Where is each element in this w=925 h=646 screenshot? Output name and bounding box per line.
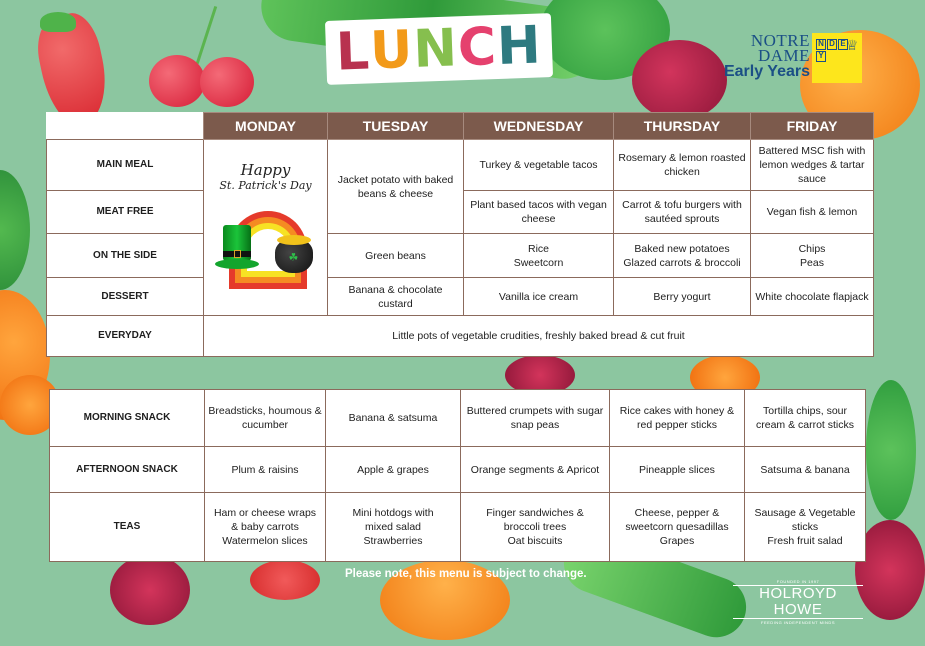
title-letter: N: [412, 18, 459, 80]
st-patricks-day-graphic: [211, 160, 321, 293]
table-row: [50, 447, 866, 493]
menu-cell: Plant based tacos with vegan cheese: [464, 191, 614, 234]
row-label: MORNING SNACK: [50, 390, 205, 447]
day-header-tuesday: TUESDAY: [328, 113, 464, 140]
menu-cell: Breadsticks, houmous & cucumber: [205, 390, 326, 447]
lettuce-illustration: [0, 170, 30, 290]
menu-cell: Rosemary & lemon roasted chicken: [614, 140, 751, 191]
menu-cell: Jacket potato with baked beans & cheese: [328, 140, 464, 234]
block-letter: E: [838, 39, 848, 50]
notre-dame-logo: [722, 33, 862, 88]
menu-cell: Satsuma & banana: [745, 447, 866, 493]
title-letter: L: [335, 21, 372, 83]
table-row: [50, 390, 866, 447]
menu-cell: Rice Sweetcorn: [464, 234, 614, 278]
shamrock-icon: ☘: [288, 251, 299, 264]
cherry-illustration: [149, 55, 205, 107]
corner-cell: [47, 113, 204, 140]
menu-cell: Mini hotdogs with mixed salad Strawberries: [326, 493, 461, 562]
menu-cell: Cheese, pepper & sweetcorn quesadillas Grapes: [610, 493, 745, 562]
table-row: [47, 278, 874, 316]
beetroot-illustration: [110, 555, 190, 625]
menu-cell: Sausage & Vegetable sticks Fresh fruit salad: [745, 493, 866, 562]
cherry-illustration: [200, 57, 254, 107]
logo-badge: [812, 33, 862, 83]
table-row: [47, 316, 874, 357]
brand-tagline: FEEDING INDEPENDENT MINDS: [761, 620, 835, 625]
leprechaun-hat-icon: [215, 225, 259, 275]
menu-cell: Green beans: [328, 234, 464, 278]
menu-cell: Berry yogurt: [614, 278, 751, 316]
chili-stem-illustration: [40, 12, 76, 32]
menu-cell: Chips Peas: [751, 234, 874, 278]
day-header-thursday: THURSDAY: [614, 113, 751, 140]
row-label: TEAS: [50, 493, 205, 562]
row-label: DESSERT: [47, 278, 204, 316]
menu-cell: Turkey & vegetable tacos: [464, 140, 614, 191]
page-title: [325, 13, 553, 85]
brand-name: HOLROYD HOWE: [733, 585, 863, 619]
cherry-stem-illustration: [196, 6, 217, 64]
row-label: EVERYDAY: [47, 316, 204, 357]
logo-text: [724, 33, 810, 81]
menu-cell: Tortilla chips, sour cream & carrot sticks: [745, 390, 866, 447]
menu-cell: Banana & satsuma: [326, 390, 461, 447]
table-row: [47, 234, 874, 278]
table-row: [47, 140, 874, 191]
lunch-menu-table: [46, 112, 874, 357]
logo-line: NOTRE: [750, 31, 810, 50]
letter-blocks-icon: [816, 39, 848, 62]
monday-special-cell: [204, 140, 328, 316]
day-header-friday: FRIDAY: [751, 113, 874, 140]
menu-cell: Banana & chocolate custard: [328, 278, 464, 316]
title-letter: H: [495, 15, 543, 77]
day-header-wednesday: WEDNESDAY: [464, 113, 614, 140]
graphic-text: St. Patrick's Day: [219, 178, 312, 192]
gold-coins-icon: [277, 235, 311, 245]
row-label: AFTERNOON SNACK: [50, 447, 205, 493]
logo-line: DAME: [757, 46, 810, 65]
table-row: [50, 493, 866, 562]
strawberry-illustration: [250, 560, 320, 600]
graphic-text: Happy: [240, 160, 291, 179]
day-header-monday: MONDAY: [204, 113, 328, 140]
disclaimer-note: Please note, this menu is subject to change.: [345, 568, 587, 580]
row-label: MEAT FREE: [47, 191, 204, 234]
block-letter: Y: [816, 51, 826, 62]
holroyd-howe-logo: [733, 579, 863, 625]
menu-cell: Battered MSC fish with lemon wedges & tartar sauce: [751, 140, 874, 191]
menu-cell: Apple & grapes: [326, 447, 461, 493]
menu-cell: Orange segments & Apricot: [461, 447, 610, 493]
block-letter: N: [816, 39, 826, 50]
row-label: ON THE SIDE: [47, 234, 204, 278]
everyday-cell: Little pots of vegetable crudities, freshly baked bread & cut fruit: [204, 316, 874, 357]
menu-cell: Plum & raisins: [205, 447, 326, 493]
menu-cell: Buttered crumpets with sugar snap peas: [461, 390, 610, 447]
crest-icon: ♕: [846, 37, 859, 53]
menu-cell: Pineapple slices: [610, 447, 745, 493]
menu-cell: Baked new potatoes Glazed carrots & broccoli: [614, 234, 751, 278]
menu-cell: Vanilla ice cream: [464, 278, 614, 316]
lettuce-illustration: [866, 380, 916, 520]
title-letter: C: [456, 16, 499, 79]
block-letter: D: [827, 39, 837, 50]
menu-cell: Ham or cheese wraps & baby carrots Watermelon slices: [205, 493, 326, 562]
menu-cell: Carrot & tofu burgers with sautéed sprouts: [614, 191, 751, 234]
title-letter: U: [369, 19, 415, 82]
row-label: MAIN MEAL: [47, 140, 204, 191]
menu-cell: Rice cakes with honey & red pepper sticks: [610, 390, 745, 447]
menu-cell: White chocolate flapjack: [751, 278, 874, 316]
snack-menu-table: [49, 389, 866, 562]
brand-founded: FOUNDED IN 1997: [776, 579, 820, 584]
menu-cell: Finger sandwiches & broccoli trees Oat biscuits: [461, 493, 610, 562]
menu-cell: Vegan fish & lemon: [751, 191, 874, 234]
beetroot-illustration: [632, 40, 727, 120]
logo-line: Early Years: [723, 63, 810, 80]
